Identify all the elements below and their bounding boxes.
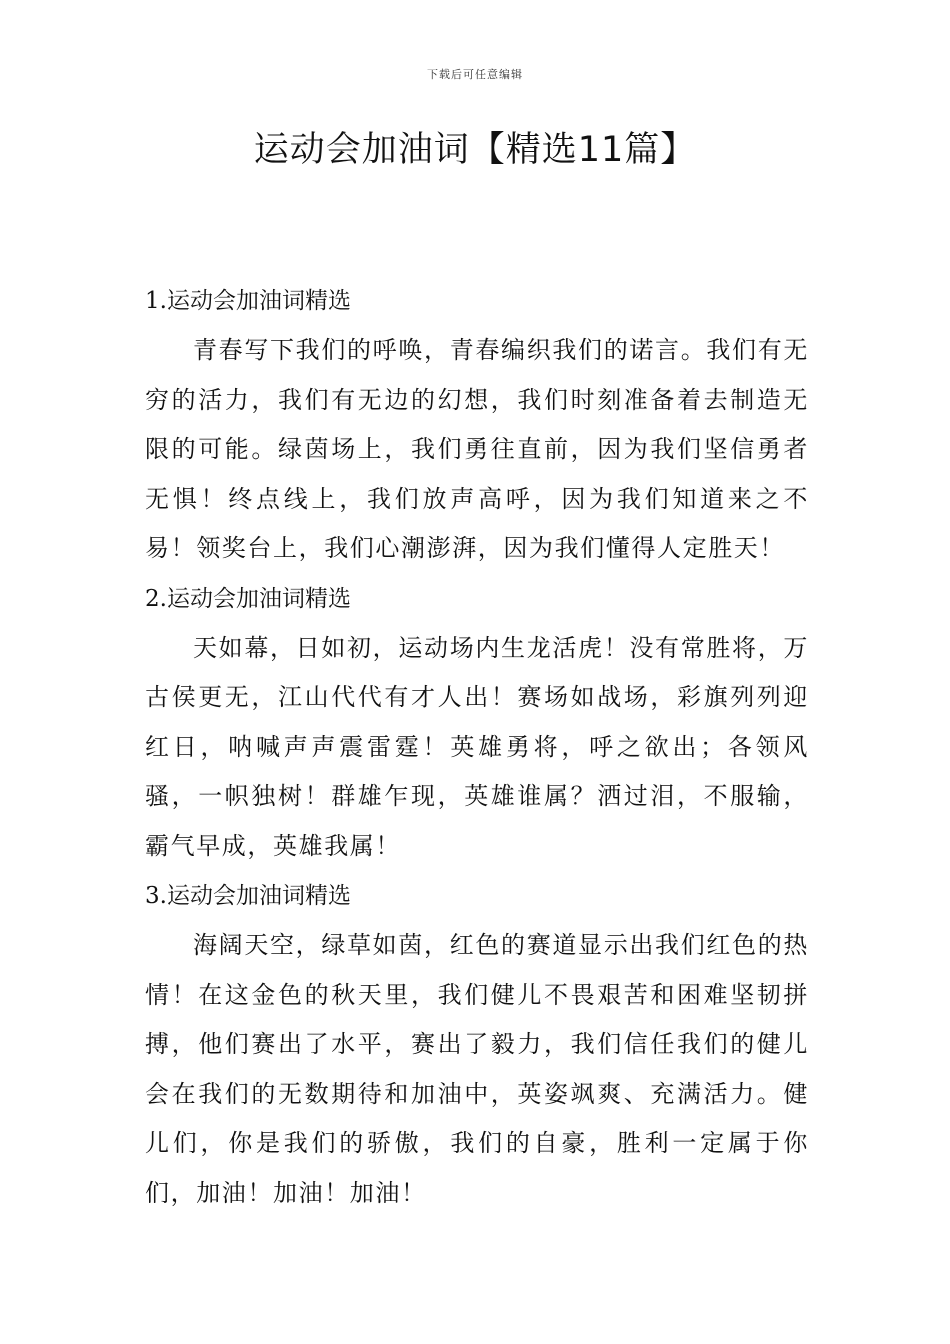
document-title: 运动会加油词【精选11篇】 — [253, 130, 697, 170]
section-paragraph: 青春写下我们的呼唤，青春编织我们的诺言。我们有无穷的活力，我们有无边的幻想，我们时刻准备着去制造无限的可能。绿茵场上，我们勇往直前，因为我们坚信勇者无惧！终点线上，我们放声高呼，因为我们知道来之不易！领奖台上，我们心潮澎湃，因为我们懂得人定胜天！ — [145, 336, 809, 562]
section-3 — [145, 871, 809, 1218]
section-heading: 2.运动会加油词精选 — [145, 585, 351, 612]
section-paragraph: 海阔天空，绿草如茵，红色的赛道显示出我们红色的热情！在这金色的秋天里，我们健儿不畏艰苦和困难坚韧拼搏，他们赛出了水平，赛出了毅力，我们信任我们的健儿会在我们的无数期待和加油中，英姿飒爽、充满活力。健儿们，你是我们的骄傲，我们的自豪，胜利一定属于你们，加油！加油！加油！ — [145, 931, 809, 1207]
section-2 — [145, 574, 809, 872]
section-heading: 1.运动会加油词精选 — [145, 288, 351, 314]
section-heading: 3.运动会加油词精选 — [145, 883, 351, 909]
section-paragraph: 天如幕，日如初，运动场内生龙活虎！没有常胜将，万古侯更无，江山代代有才人出！赛场如战场，彩旗列列迎红日，呐喊声声震雷霆！英雄勇将，呼之欲出；各领风骚，一帜独树！群雄乍现，英雄谁属？洒过泪，不服输，霸气早成，英雄我属！ — [145, 633, 809, 860]
section-1 — [145, 276, 809, 574]
header-note: 下载后可任意编辑 — [427, 68, 523, 81]
document-content — [145, 276, 809, 1218]
